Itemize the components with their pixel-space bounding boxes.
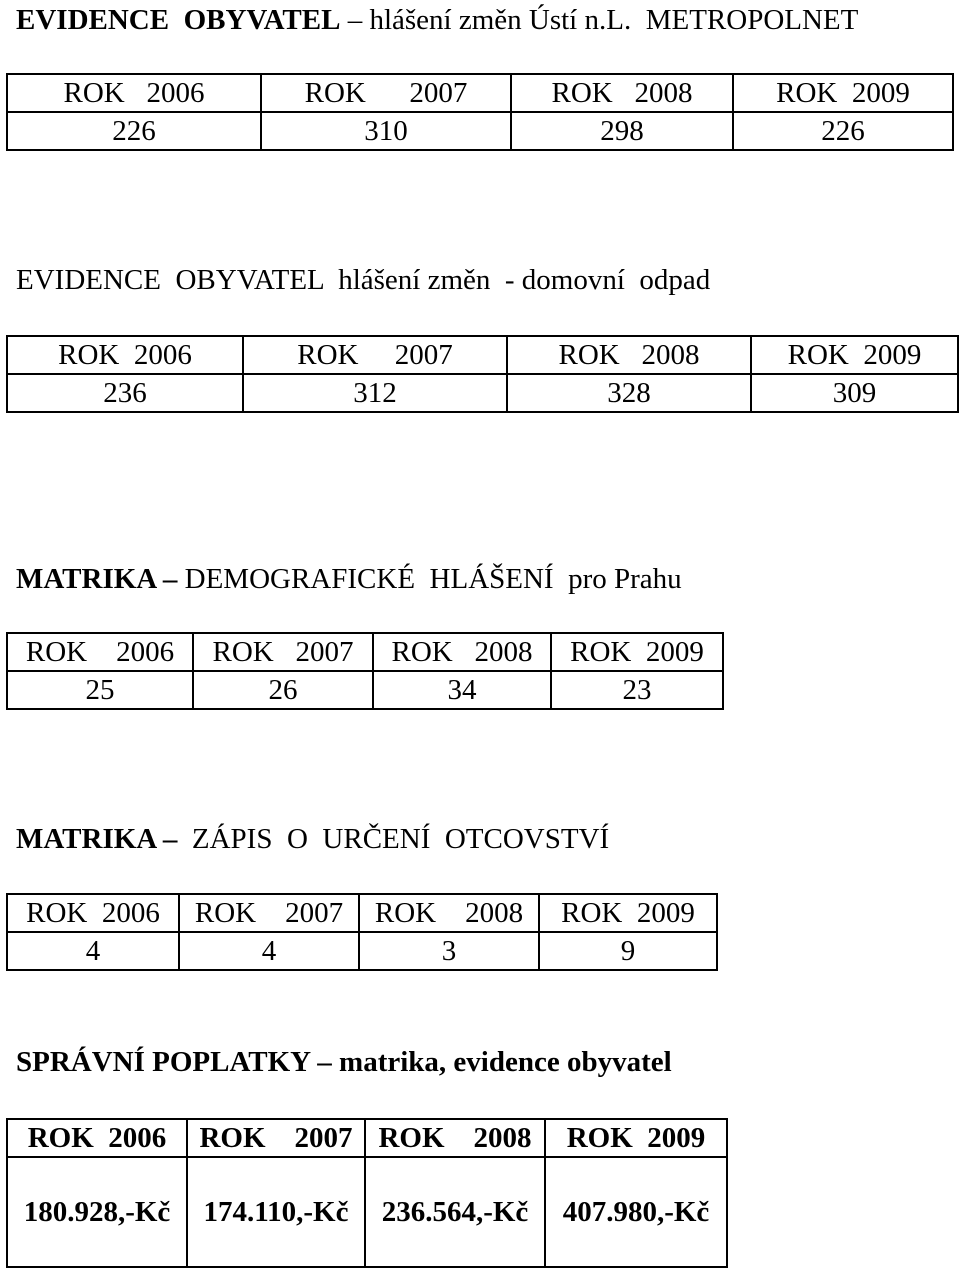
year-header-2008: ROK 2008 [507,336,751,374]
year-header-2009: ROK 2009 [751,336,958,374]
section-3-table [6,632,724,710]
value-2006: 4 [7,932,179,970]
value-2009: 23 [551,671,723,709]
year-header-2007: ROK 2007 [193,633,373,671]
section-3-value-row [7,671,723,709]
year-header-2007: ROK 2007 [261,74,511,112]
value-2009: 226 [733,112,953,150]
year-header-2007: ROK 2007 [187,1119,365,1157]
section-5-title [16,1048,672,1077]
section-5-header-row [7,1119,727,1157]
year-header-2007: ROK 2007 [179,894,359,932]
section-3-title-rest: DEMOGRAFICKÉ HLÁŠENÍ pro Prahu [177,563,682,595]
year-header-2006: ROK 2006 [7,894,179,932]
section-1-title-bold: EVIDENCE OBYVATEL [16,4,341,36]
value-2007: 4 [179,932,359,970]
section-4-title-bold: MATRIKA – [16,823,178,855]
year-header-2009: ROK 2009 [551,633,723,671]
section-2-title [16,266,710,295]
year-header-2008: ROK 2008 [373,633,551,671]
section-4-value-row [7,932,717,970]
year-header-2008: ROK 2008 [365,1119,545,1157]
value-2008: 298 [511,112,733,150]
section-1-title [16,6,858,35]
section-5-table [6,1118,728,1268]
value-2008: 328 [507,374,751,412]
section-2-header-row [7,336,958,374]
value-2009: 309 [751,374,958,412]
year-header-2006: ROK 2006 [7,336,243,374]
value-2006: 226 [7,112,261,150]
section-3-title-bold: MATRIKA – [16,563,178,595]
section-3-title [16,565,682,594]
section-1-table [6,73,954,151]
section-4-table [6,893,718,971]
section-2-title-rest: EVIDENCE OBYVATEL hlášení změn - domovní odpad [16,264,711,296]
year-header-2006: ROK 2006 [7,633,193,671]
year-header-2006: ROK 2006 [7,1119,187,1157]
section-1-header-row [7,74,953,112]
section-5-title-bold: SPRÁVNÍ POPLATKY – matrika, evidence obyvatel [16,1046,672,1078]
year-header-2009: ROK 2009 [733,74,953,112]
year-header-2009: ROK 2009 [545,1119,727,1157]
section-4-title [16,825,609,854]
year-header-2007: ROK 2007 [243,336,507,374]
value-2006: 180.928,-Kč [7,1157,187,1267]
value-2008: 34 [373,671,551,709]
section-4-title-rest: ZÁPIS O URČENÍ OTCOVSTVÍ [177,823,610,855]
value-2006: 25 [7,671,193,709]
value-2007: 174.110,-Kč [187,1157,365,1267]
value-2006: 236 [7,374,243,412]
year-header-2008: ROK 2008 [359,894,539,932]
section-2-table [6,335,959,413]
value-2007: 310 [261,112,511,150]
value-2009: 9 [539,932,717,970]
value-2007: 312 [243,374,507,412]
section-2-value-row [7,374,958,412]
section-1-value-row [7,112,953,150]
section-3-header-row [7,633,723,671]
section-5-value-row [7,1157,727,1267]
value-2007: 26 [193,671,373,709]
year-header-2006: ROK 2006 [7,74,261,112]
section-1-title-rest: – hlášení změn Ústí n.L. METROPOLNET [340,4,859,36]
year-header-2009: ROK 2009 [539,894,717,932]
value-2009: 407.980,-Kč [545,1157,727,1267]
section-4-header-row [7,894,717,932]
value-2008: 3 [359,932,539,970]
year-header-2008: ROK 2008 [511,74,733,112]
value-2008: 236.564,-Kč [365,1157,545,1267]
